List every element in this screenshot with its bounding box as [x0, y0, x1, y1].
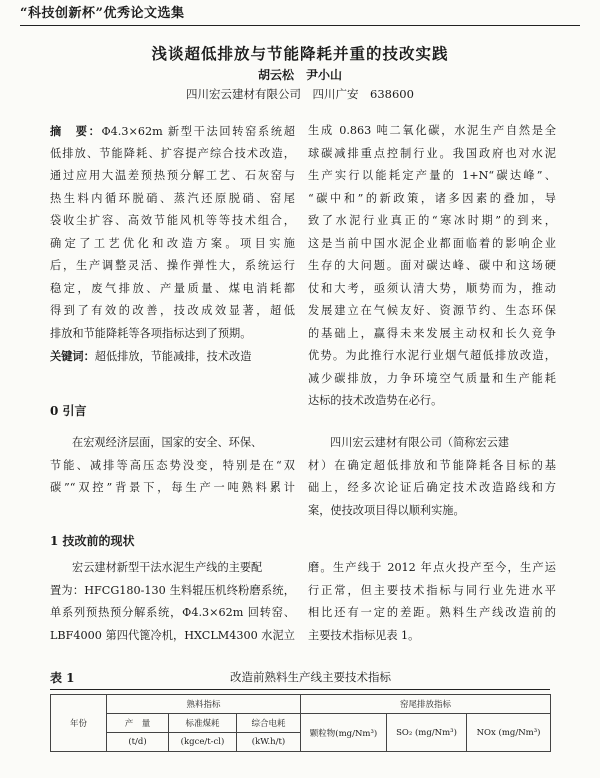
- group-header-clinker: 熟料指标: [107, 695, 301, 714]
- abstract-line: 摘 要：Φ4.3×62m 新型干法回转窑系统超: [50, 124, 295, 138]
- paper-authors: 胡云松 尹小山: [257, 68, 342, 82]
- intro-line: 节能、减排等高压态势没变，特别是在“双: [50, 458, 295, 472]
- abstract-line: 得到了有效的改善，技改成效显著，超低: [50, 304, 295, 317]
- col-coal-unit: (kgce/t-cl): [169, 733, 237, 752]
- journal-header: “科技创新杯”优秀论文选集: [20, 6, 185, 21]
- left-column: [50, 120, 295, 368]
- keywords: 超低排放，节能减排，技术改造: [94, 350, 252, 363]
- col-nox-header: NOx (mg/Nm³): [467, 714, 551, 752]
- body-line: 优势。为此推行水泥行业烟气超低排放改造，: [308, 349, 556, 362]
- body-line: 生存的大问题。面对碳达峰、碳中和这场硬: [308, 259, 556, 272]
- intro-paragraph: [50, 432, 295, 500]
- col-power-header: 综合电耗: [237, 714, 301, 733]
- group-header-emission: 窑尾排放指标: [301, 695, 551, 714]
- body-line: 发展建立在气候友好、资源节约、生态环保: [308, 304, 556, 317]
- right-column-para-b: [308, 432, 556, 522]
- abstract-line: 确定了工艺优化和改造方案。项目实施: [50, 236, 295, 250]
- abstract-line: 热生料内循环脱硝、蒸汽还原脱硝、窑尾: [50, 191, 295, 205]
- body-line: 四川宏云建材有限公司（简称宏云建: [330, 436, 510, 449]
- body-line: 行正常，但主要技术指标与同行业先进水平: [308, 583, 556, 597]
- keywords-label: 关键词：: [50, 349, 95, 363]
- body-line: 相比还有一定的差距。熟料生产线改造前的: [308, 606, 556, 619]
- body-line: 减少碳排放，力争环境空气质量和生产能耗: [308, 371, 556, 385]
- col-pm-header: 颗粒物(mg/Nm³): [301, 714, 387, 752]
- status-line: LBF4000 第四代篦冷机，HXCLM4300 水泥立: [50, 628, 295, 642]
- body-line: 材）在确定超低排放和节能降耗各目标的基: [308, 458, 556, 472]
- keywords-line: [50, 345, 295, 368]
- status-line: 单系列预热预分解系统，Φ4.3×62m 回转窑、: [50, 606, 295, 619]
- abstract-line: 袋收尘扩容、高效节能风机等等技术组合，: [50, 214, 295, 227]
- body-line: 磨。生产线于 2012 年点火投产至今，生产运: [308, 561, 556, 574]
- body-line: 生产实行以能耗定产量的 1+N“碳达峰”、: [308, 169, 556, 182]
- table-caption: 改造前熟料生产线主要技术指标: [230, 670, 391, 684]
- body-line: 的基础上，赢得未来发展主动权和长久竞争: [308, 326, 556, 340]
- body-line: 达标的技术改造势在必行。: [308, 394, 443, 407]
- status-line: 置为：HFCG180-130 生料辊压机终粉磨系统，: [50, 583, 295, 597]
- col-power-unit: (kW.h/t): [237, 733, 301, 752]
- col-coal-header: 标准煤耗: [169, 714, 237, 733]
- abstract-label: 摘 要：: [50, 124, 102, 138]
- abstract-line: 通过应用大温差预热预分解工艺、石灰窑与: [50, 169, 295, 182]
- section-heading-status: 1 技改前的现状: [50, 534, 135, 548]
- abstract-line: 稳定，废气排放、产量质量、煤电消耗都: [50, 281, 295, 295]
- body-line: 础上，经多次论证后确定技术改造路线和方: [308, 481, 556, 494]
- col-year-header: 年份: [51, 695, 107, 752]
- abstract-line: 低排放、节能降耗、扩容提产综合技术改造，: [50, 146, 295, 160]
- abstract-line: 排放和节能降耗等各项指标达到了预期。: [50, 326, 252, 340]
- col-so2-header: SO₂ (mg/Nm³): [387, 714, 467, 752]
- table-top-rule: [50, 689, 550, 690]
- right-column-para-a: [308, 120, 556, 413]
- table-row: [51, 714, 551, 733]
- status-line: 宏云建材新型干法水泥生产线的主要配: [72, 561, 263, 574]
- abstract-line: 后，生产调整灵活、操作弹性大，系统运行: [50, 259, 295, 272]
- intro-line: 碳”“双控”背景下，每生产一吨熟料累计: [50, 481, 295, 494]
- table-row: [51, 695, 551, 714]
- col-output-unit: (t/d): [107, 733, 169, 752]
- body-line: 仗和大考，亟须认清大势，顺势而为，推动: [308, 281, 556, 295]
- body-line: 案，使技改项目得以顺利实施。: [308, 503, 465, 517]
- paper-title: 浅谈超低排放与节能降耗并重的技改实践: [151, 44, 449, 63]
- section-heading-intro: 0 引言: [50, 404, 87, 418]
- paper-affiliation: 四川宏云建材有限公司 四川广安 638600: [186, 87, 414, 101]
- body-line: 球碳减排重点控制行业。我国政府也对水泥: [308, 146, 556, 160]
- body-line: 致了水泥行业真正的“寒冰时期”的到来，: [308, 214, 556, 227]
- intro-line: 在宏观经济层面，国家的安全、环保、: [72, 436, 263, 449]
- right-column-para-c: [308, 557, 556, 647]
- indicator-table: [50, 694, 551, 752]
- header-rule: [20, 25, 580, 26]
- status-paragraph: [50, 557, 295, 647]
- body-line: 主要技术指标见表 1。: [308, 628, 420, 642]
- table-label: 表 1: [50, 671, 75, 685]
- body-line: “碳中和”的新政策，诸多因素的叠加，导: [308, 191, 556, 205]
- body-line: 生成 0.863 吨二氧化碳，水泥生产自然是全: [308, 124, 556, 137]
- col-output-header: 产 量: [107, 714, 169, 733]
- body-line: 这是当前中国水泥企业都面临着的影响企业: [308, 236, 556, 250]
